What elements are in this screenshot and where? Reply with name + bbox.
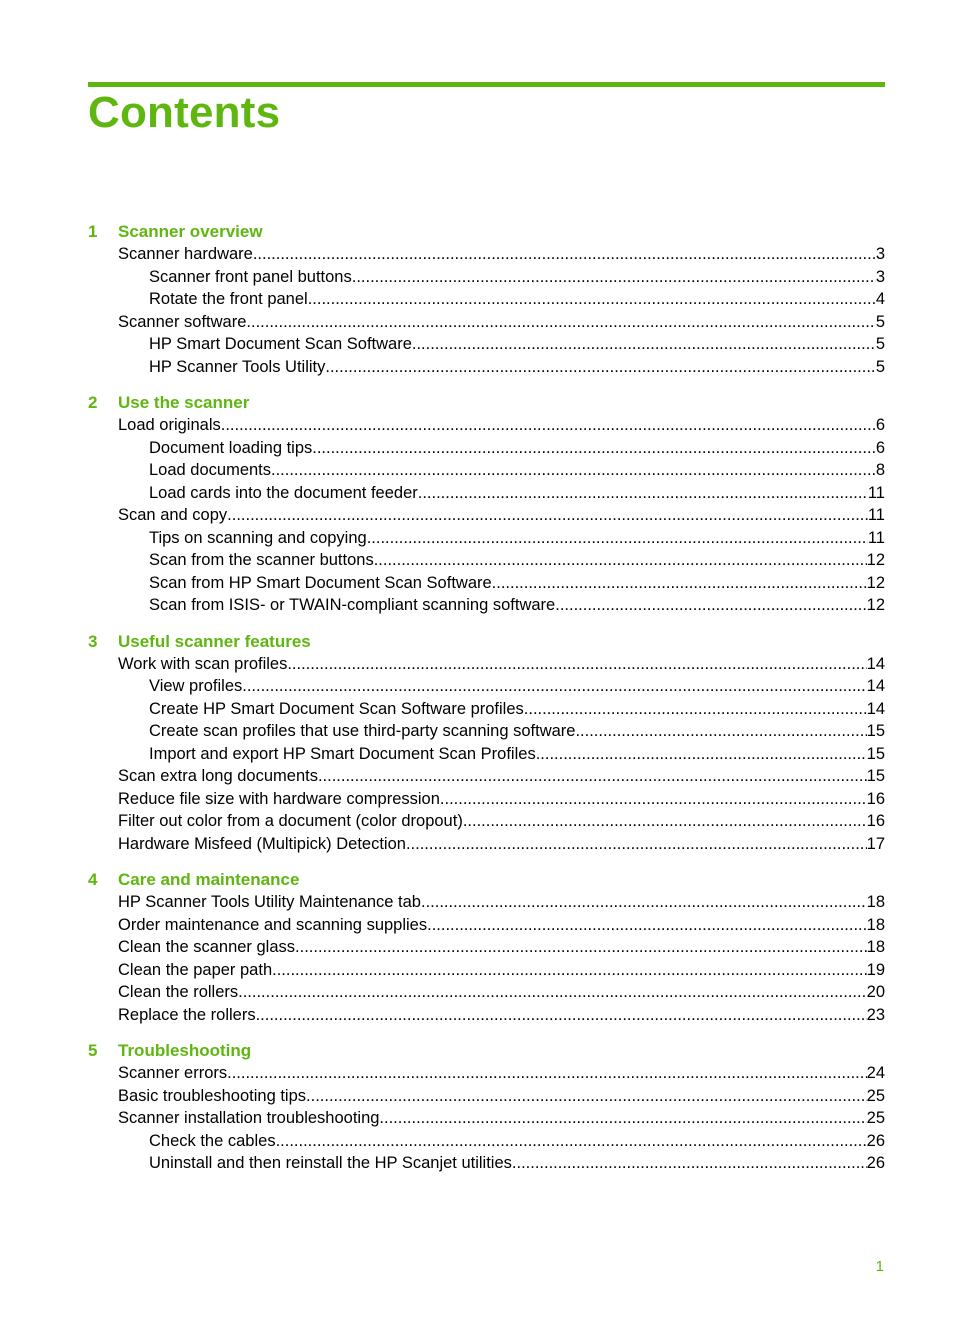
entry-page-number: 11 xyxy=(867,528,885,547)
toc-section-entry[interactable] xyxy=(88,1107,885,1130)
toc-section-entry[interactable] xyxy=(88,788,885,811)
toc-chapter xyxy=(88,1040,885,1175)
toc-subsection-entry[interactable] xyxy=(88,572,885,595)
entry-page-number: 23 xyxy=(866,1005,885,1024)
entry-title: HP Smart Document Scan Software xyxy=(149,335,412,353)
toc-chapter xyxy=(88,221,885,378)
entry-page-number: 12 xyxy=(866,596,885,614)
dot-leader xyxy=(325,356,875,379)
entry-page-number: 20 xyxy=(866,983,885,1001)
toc-subsection-entry[interactable] xyxy=(88,527,885,550)
chapter-number: 5 xyxy=(88,1041,98,1060)
entry-page-number: 5 xyxy=(875,312,885,331)
title-rule xyxy=(88,82,885,87)
chapter-title: Useful scanner features xyxy=(118,631,311,651)
dot-leader xyxy=(440,788,867,811)
entry-title: Work with scan profiles xyxy=(118,654,288,673)
entry-title: Uninstall and then reinstall the HP Scanjet utilities xyxy=(149,1154,512,1172)
entry-page-number: 12 xyxy=(866,573,885,592)
entry-page-number: 3 xyxy=(875,267,885,286)
entry-title: Tips on scanning and copying xyxy=(149,528,367,547)
entry-page-number: 5 xyxy=(875,357,885,376)
entry-page-number: 14 xyxy=(866,654,885,673)
dot-leader xyxy=(427,914,867,937)
toc-section-entry[interactable] xyxy=(88,414,885,437)
dot-leader xyxy=(318,765,867,788)
toc-subsection-entry[interactable] xyxy=(88,720,885,743)
toc-subsection-entry[interactable] xyxy=(88,459,885,482)
entry-title: Scan and copy xyxy=(118,506,228,524)
dot-leader xyxy=(379,1107,866,1130)
dot-leader xyxy=(238,981,867,1004)
chapter-number: 2 xyxy=(88,393,98,412)
entry-title: Clean the paper path xyxy=(118,960,273,979)
dot-leader xyxy=(536,743,867,766)
page-title: Contents xyxy=(88,88,281,137)
entry-title: Basic troubleshooting tips xyxy=(118,1086,307,1105)
dot-leader xyxy=(295,936,867,959)
dot-leader xyxy=(512,1152,867,1175)
toc-chapter xyxy=(88,631,885,856)
entry-title: Hardware Misfeed (Multipick) Detection xyxy=(118,834,406,853)
entry-title: Replace the rollers xyxy=(118,1005,256,1024)
toc-subsection-entry[interactable] xyxy=(88,356,885,379)
entry-page-number: 11 xyxy=(867,483,885,502)
entry-title: Order maintenance and scanning supplies xyxy=(118,915,428,934)
dot-leader xyxy=(412,333,876,356)
entry-title: Scanner errors xyxy=(118,1064,228,1082)
entry-title: Clean the scanner glass xyxy=(118,938,296,956)
entry-title: Scan from HP Smart Document Scan Software xyxy=(149,573,492,592)
dot-leader xyxy=(374,549,867,572)
dot-leader xyxy=(555,594,866,617)
toc-section-entry[interactable] xyxy=(88,914,885,937)
toc-section-entry[interactable] xyxy=(88,765,885,788)
toc-subsection-entry[interactable] xyxy=(88,549,885,572)
entry-title: Scan from the scanner buttons xyxy=(149,551,374,569)
toc-subsection-entry[interactable] xyxy=(88,266,885,289)
dot-leader xyxy=(312,437,876,460)
toc-section-entry[interactable] xyxy=(88,981,885,1004)
toc-section-entry[interactable] xyxy=(88,1062,885,1085)
table-of-contents xyxy=(88,221,885,1189)
toc-section-entry[interactable] xyxy=(88,1004,885,1027)
entry-page-number: 11 xyxy=(867,506,885,524)
chapter-title: Scanner overview xyxy=(118,222,263,241)
dot-leader xyxy=(306,1085,867,1108)
dot-leader xyxy=(221,414,876,437)
dot-leader xyxy=(227,1062,867,1085)
dot-leader xyxy=(242,675,866,698)
entry-title: Scan extra long documents xyxy=(118,767,318,785)
toc-chapter xyxy=(88,869,885,1026)
entry-page-number: 25 xyxy=(866,1086,885,1105)
dot-leader xyxy=(227,504,868,527)
chapter-heading[interactable] xyxy=(88,392,885,414)
chapter-title: Use the scanner xyxy=(118,393,250,412)
toc-subsection-entry[interactable] xyxy=(88,594,885,617)
entry-page-number: 3 xyxy=(875,245,885,263)
toc-section-entry[interactable] xyxy=(88,1085,885,1108)
dot-leader xyxy=(421,891,867,914)
entry-title: Scan from ISIS- or TWAIN-compliant scanning software xyxy=(149,596,556,614)
toc-subsection-entry[interactable] xyxy=(88,482,885,505)
entry-title: Create HP Smart Document Scan Software profiles xyxy=(149,699,524,718)
chapter-number: 3 xyxy=(88,631,98,651)
entry-title: Create scan profiles that use third-party scanning software xyxy=(149,722,576,740)
entry-page-number: 18 xyxy=(866,893,885,911)
entry-page-number: 15 xyxy=(866,767,885,785)
entry-title: Scanner software xyxy=(118,312,247,331)
dot-leader xyxy=(575,720,866,743)
entry-page-number: 26 xyxy=(866,1154,885,1172)
toc-section-entry[interactable] xyxy=(88,891,885,914)
entry-title: Rotate the front panel xyxy=(149,290,308,308)
toc-section-entry[interactable] xyxy=(88,833,885,856)
entry-page-number: 14 xyxy=(866,677,885,695)
toc-subsection-entry[interactable] xyxy=(88,698,885,721)
dot-leader xyxy=(276,1130,867,1153)
chapter-title: Troubleshooting xyxy=(118,1041,252,1060)
entry-page-number: 25 xyxy=(866,1109,885,1127)
entry-page-number: 26 xyxy=(866,1131,885,1150)
entry-title: HP Scanner Tools Utility Maintenance tab xyxy=(118,893,421,911)
entry-page-number: 5 xyxy=(875,335,885,353)
entry-page-number: 15 xyxy=(866,744,885,763)
toc-section-entry[interactable] xyxy=(88,810,885,833)
entry-title: Reduce file size with hardware compression xyxy=(118,789,440,808)
dot-leader xyxy=(287,653,866,676)
dot-leader xyxy=(246,311,875,334)
entry-page-number: 6 xyxy=(875,438,885,457)
entry-page-number: 17 xyxy=(866,834,885,853)
toc-section-entry[interactable] xyxy=(88,311,885,334)
dot-leader xyxy=(253,243,876,266)
dot-leader xyxy=(367,527,868,550)
entry-title: View profiles xyxy=(149,677,243,695)
dot-leader xyxy=(256,1004,867,1027)
toc-chapter xyxy=(88,392,885,617)
dot-leader xyxy=(352,266,876,289)
chapter-heading[interactable] xyxy=(88,221,885,243)
entry-page-number: 4 xyxy=(875,290,885,308)
entry-title: Load documents xyxy=(149,461,272,479)
entry-page-number: 6 xyxy=(875,416,885,434)
chapter-heading[interactable] xyxy=(88,869,885,891)
entry-page-number: 19 xyxy=(866,960,885,979)
dot-leader xyxy=(492,572,867,595)
toc-subsection-entry[interactable] xyxy=(88,743,885,766)
entry-page-number: 14 xyxy=(866,699,885,718)
chapter-title: Care and maintenance xyxy=(118,870,300,889)
entry-title: Scanner front panel buttons xyxy=(149,267,352,286)
chapter-heading[interactable] xyxy=(88,631,885,653)
chapter-number: 1 xyxy=(88,222,98,241)
entry-page-number: 16 xyxy=(866,812,885,830)
toc-section-entry[interactable] xyxy=(88,243,885,266)
entry-title: Filter out color from a document (color dropout) xyxy=(118,812,463,830)
entry-page-number: 12 xyxy=(866,551,885,569)
toc-subsection-entry[interactable] xyxy=(88,333,885,356)
dot-leader xyxy=(308,288,876,311)
entry-page-number: 8 xyxy=(875,461,885,479)
entry-title: Document loading tips xyxy=(149,438,313,457)
entry-page-number: 24 xyxy=(866,1064,885,1082)
toc-section-entry[interactable] xyxy=(88,936,885,959)
entry-page-number: 16 xyxy=(866,789,885,808)
page-number: 1 xyxy=(875,1258,884,1275)
chapter-heading[interactable] xyxy=(88,1040,885,1062)
toc-subsection-entry[interactable] xyxy=(88,437,885,460)
entry-title: Scanner hardware xyxy=(118,245,253,263)
dot-leader xyxy=(272,959,867,982)
dot-leader xyxy=(524,698,867,721)
entry-page-number: 18 xyxy=(866,938,885,956)
toc-subsection-entry[interactable] xyxy=(88,675,885,698)
dot-leader xyxy=(418,482,868,505)
entry-title: Check the cables xyxy=(149,1131,276,1150)
entry-page-number: 15 xyxy=(866,722,885,740)
toc-subsection-entry[interactable] xyxy=(88,288,885,311)
chapter-number: 4 xyxy=(88,870,98,889)
entry-page-number: 18 xyxy=(866,915,885,934)
entry-title: HP Scanner Tools Utility xyxy=(149,357,326,376)
dot-leader xyxy=(463,810,867,833)
entry-title: Clean the rollers xyxy=(118,983,239,1001)
entry-title: Import and export HP Smart Document Scan Profiles xyxy=(149,744,536,763)
toc-section-entry[interactable] xyxy=(88,504,885,527)
entry-title: Load originals xyxy=(118,416,221,434)
entry-title: Scanner installation troubleshooting xyxy=(118,1109,380,1127)
toc-section-entry[interactable] xyxy=(88,653,885,676)
dot-leader xyxy=(406,833,867,856)
toc-section-entry[interactable] xyxy=(88,959,885,982)
entry-title: Load cards into the document feeder xyxy=(149,483,418,502)
toc-subsection-entry[interactable] xyxy=(88,1130,885,1153)
toc-subsection-entry[interactable] xyxy=(88,1152,885,1175)
dot-leader xyxy=(271,459,876,482)
